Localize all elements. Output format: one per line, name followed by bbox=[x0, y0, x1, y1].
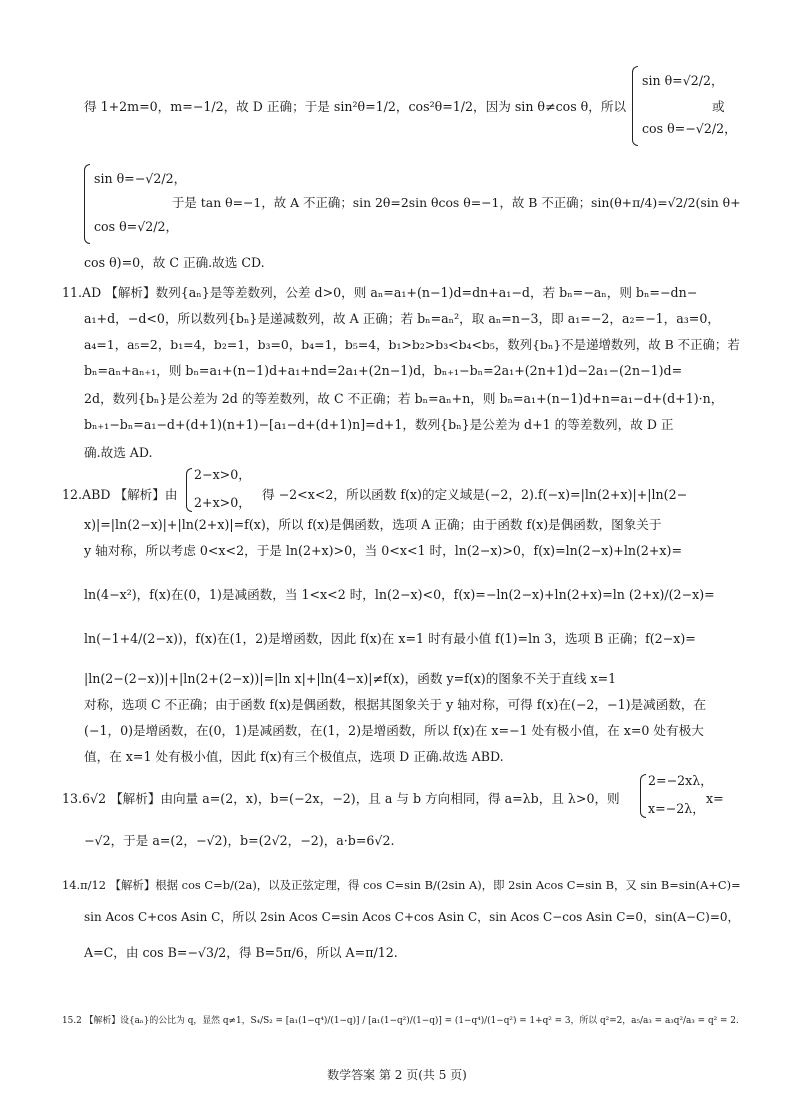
q11-line-1: 11.AD 【解析】数列{aₙ}是等差数列，公差 d>0，则 aₙ=a₁+(n−1)d=dn+a₁−d，若 bₙ=−aₙ，则 bₙ=−dn− bbox=[62, 285, 698, 300]
q10-system-b-bottom: cos θ=√2/2， bbox=[94, 219, 179, 234]
q13-line-1: 13.6√2 【解析】由向量 a=(2，x)，b=(−2x，−2)，且 a 与 b 方向相同，得 a=λb，且 λ>0，则 bbox=[62, 791, 620, 806]
q10-or: 或 bbox=[712, 99, 725, 114]
q12-line-4: ln(4−x²)，f(x)在(0，1)是减函数，当 1<x<2 时，ln(2−x)<0，f(x)=−ln(2−x)+ln(2+x)=ln (2+x)/(2−x)= bbox=[84, 587, 715, 602]
q11-line-3: a₄=1，a₅=2，b₁=4，b₂=1，b₃=0，b₄=1，b₅=4，b₁>b₂>b₃<b₄<b₅，数列{bₙ}不是递增数列，故 B 不正确；若 bbox=[84, 337, 740, 352]
q14-line-2: sin Acos C+cos Asin C，所以 2sin Acos C=sin Acos C+cos Asin C，sin Acos C−cos Asin C=0，sin(A−C)=0， bbox=[84, 910, 740, 924]
q12-line-7: 对称，选项 C 不正确；由于函数 f(x)是偶函数，根据其图象关于 y 轴对称，可得 f(x)在(−2，−1)是减函数，在 bbox=[84, 697, 707, 712]
q12-system-bottom: 2+x>0， bbox=[194, 495, 251, 510]
q11-line-2: a₁+d，−d<0，所以数列{bₙ}是递减数列，故 A 正确；若 bₙ=aₙ²，取 aₙ=n−3，即 a₁=−2，a₂=−1，a₃=0， bbox=[84, 311, 720, 326]
q12-prefix: 12.ABD 【解析】由 bbox=[62, 487, 178, 502]
q12-line-8: (−1，0)是增函数，在(0，1)是减函数，在(1，2)是增函数，所以 f(x)在 x=−1 处有极小值，在 x=0 处有极大 bbox=[84, 723, 704, 738]
q10-system-a-top: sin θ=√2/2， bbox=[642, 73, 724, 88]
q10-brace-b bbox=[84, 164, 90, 244]
q12-line-5: ln(−1+4/(2−x))，f(x)在(1，2)是增函数，因此 f(x)在 x=1 时有最小值 f(1)=ln 3，选项 B 正确；f(2−x)= bbox=[84, 631, 696, 646]
q12-line-9: 值，在 x=1 处有极小值，因此 f(x)有三个极值点，选项 D 正确.故选 ABD. bbox=[84, 749, 504, 764]
q10-brace-a bbox=[632, 66, 638, 146]
q13-line-1-end: x= bbox=[706, 791, 724, 806]
q13-line-2: −√2，于是 a=(2，−√2)，b=(2√2，−2)，a·b=6√2. bbox=[84, 833, 395, 848]
q14-line-1: 14.π/12 【解析】根据 cos C=b/(2a)，以及正弦定理，得 cos C=sin B/(2sin A)，即 2sin Acos C=sin B，又 sin B=sin(A+C)= bbox=[62, 878, 741, 892]
q11-line-7: 确.故选 AD. bbox=[84, 445, 153, 460]
q13-system-top: 2=−2xλ， bbox=[648, 773, 713, 788]
q12-line-2: x)|=|ln(2−x)|+|ln(2+x)|=f(x)，所以 f(x)是偶函数，选项 A 正确；由于函数 f(x)是偶函数，图象关于 bbox=[84, 517, 662, 532]
q12-brace bbox=[186, 468, 192, 512]
page-footer: 数学答案 第 2 页(共 5 页) bbox=[327, 1068, 467, 1082]
q10-line-2: 于是 tan θ=−1，故 A 不正确；sin 2θ=2sin θcos θ=−1，故 B 不正确；sin(θ+π/4)=√2/2(sin θ+ bbox=[172, 195, 741, 210]
q15-line-1: 15.2 【解析】设{aₙ}的公比为 q，显然 q≠1，S₄/S₂ = [a₁(1−q⁴)/(1−q)] / [a₁(1−q²)/(1−q)] = (1−q⁴)/(1−q²) = 1+q² = 3，所以 q²=2，a₅/a₃ = a₃q²/a₃ = q² = 2. bbox=[62, 1016, 739, 1026]
q12-system-top: 2−x>0， bbox=[194, 467, 251, 482]
q13-brace bbox=[640, 774, 646, 818]
q10-system-b-top: sin θ=−√2/2， bbox=[94, 171, 187, 186]
q12-line-3: y 轴对称，所以考虑 0<x<2，于是 ln(2+x)>0，当 0<x<1 时，ln(2−x)>0，f(x)=ln(2−x)+ln(2+x)= bbox=[84, 543, 683, 558]
q10-line-1: 得 1+2m=0，m=−1/2，故 D 正确；于是 sin²θ=1/2，cos²θ=1/2，因为 sin θ≠cos θ，所以 bbox=[84, 99, 627, 114]
q13-system-bottom: x=−2λ， bbox=[648, 801, 705, 816]
q12-line-1: 得 −2<x<2，所以函数 f(x)的定义域是(−2，2).f(−x)=|ln(2+x)|+|ln(2− bbox=[262, 487, 688, 502]
q11-line-6: bₙ₊₁−bₙ=a₁−d+(d+1)(n+1)−[a₁−d+(d+1)n]=d+1，数列{bₙ}是公差为 d+1 的等差数列，故 D 正 bbox=[84, 417, 674, 432]
q11-line-4: bₙ=aₙ+aₙ₊₁，则 bₙ=a₁+(n−1)d+a₁+nd=2a₁+(2n−1)d，bₙ₊₁−bₙ=2a₁+(2n+1)d−2a₁−(2n−1)d= bbox=[84, 363, 683, 378]
q12-line-6: |ln(2−(2−x))|+|ln(2+(2−x))|=|ln x|+|ln(4−x)|≠f(x)，函数 y=f(x)的图象不关于直线 x=1 bbox=[84, 671, 617, 686]
q14-line-3: A=C，由 cos B=−√3/2，得 B=5π/6，所以 A=π/12. bbox=[84, 945, 398, 960]
q10-system-a-bottom: cos θ=−√2/2， bbox=[642, 121, 737, 136]
q10-line-3: cos θ)=0，故 C 正确.故选 CD. bbox=[84, 255, 265, 270]
q11-line-5: 2d，数列{bₙ}是公差为 2d 的等差数列，故 C 不正确；若 bₙ=aₙ+n，则 bₙ=a₁+(n−1)d+n=a₁−d+(d+1)·n， bbox=[84, 391, 724, 406]
